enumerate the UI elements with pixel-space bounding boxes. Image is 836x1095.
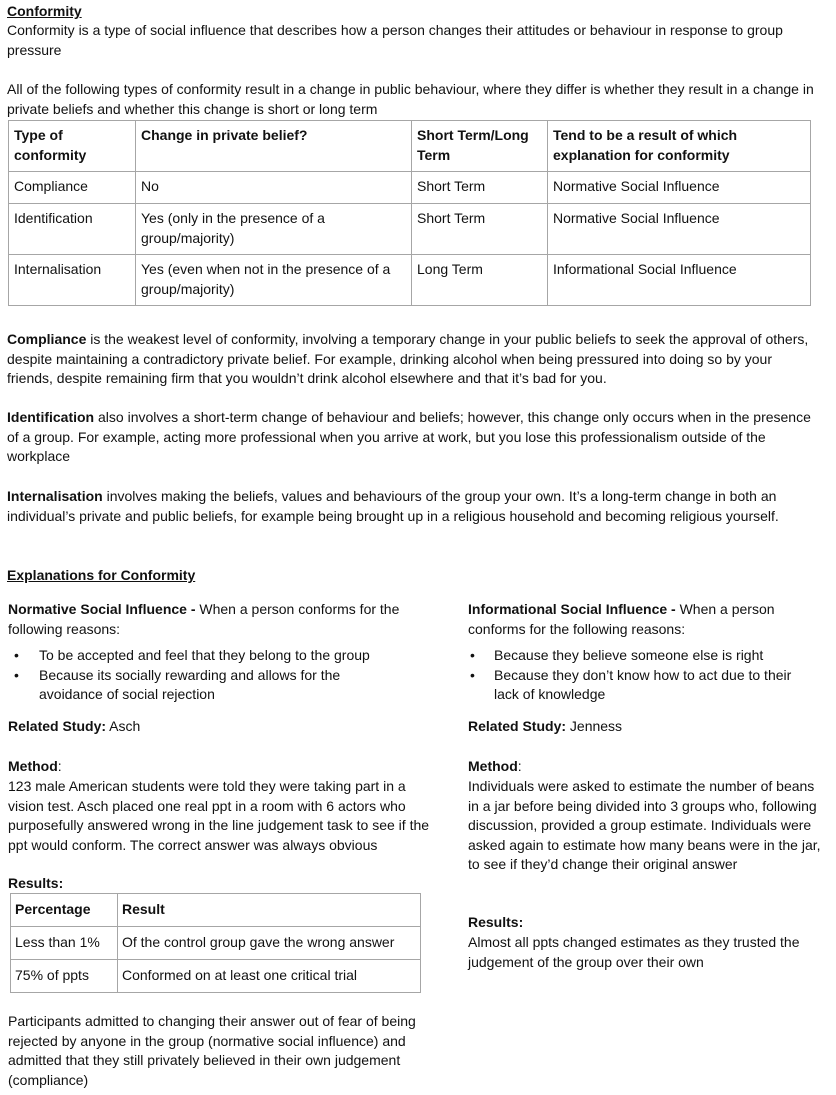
header-cell: Short Term/Long Term xyxy=(412,121,548,172)
table-cell: Informational Social Influence xyxy=(548,255,811,306)
normative-method-heading xyxy=(8,757,62,777)
table-header-row xyxy=(9,121,811,172)
normative-intro xyxy=(8,600,433,639)
bullet-icon: • xyxy=(14,666,19,683)
table-cell: Normative Social Influence xyxy=(548,172,811,204)
term-label: Informational Social Influence - xyxy=(468,601,676,617)
table-cell: Of the control group gave the wrong answer xyxy=(118,927,421,960)
informational-results-text: Almost all ppts changed estimates as they trusted the judgement of the group over their own xyxy=(468,934,800,970)
table-cell: 75% of ppts xyxy=(11,960,118,993)
header-cell: Type of conformity xyxy=(9,121,136,172)
table-cell: Conformed on at least one critical trial xyxy=(118,960,421,993)
table-row xyxy=(11,960,421,993)
table-cell: Compliance xyxy=(9,172,136,204)
related-study xyxy=(8,717,433,737)
informational-results-label: Results: xyxy=(468,914,524,930)
reason-text: To be accepted and feel that they belong to the group xyxy=(39,647,370,663)
list-item xyxy=(8,666,379,705)
table-cell: Normative Social Influence xyxy=(548,204,811,255)
internalisation-description xyxy=(7,487,817,526)
description-text: is the weakest level of conformity, involving a temporary change in your public beliefs to seek the approval of others, despite maintaining a contradictory private belief. For example, drinking alcohol when being pressured into doing so by your friends, despite remaining firm that you wouldn’t drink alcohol elsewhere and that it’s bad for you. xyxy=(7,331,809,386)
study-label: Related Study: xyxy=(8,717,107,734)
conformity-types-table xyxy=(8,120,811,306)
table-row xyxy=(9,255,811,306)
intro-text: When a person conforms for the following reasons: xyxy=(8,601,400,637)
term-label: Internalisation xyxy=(7,488,103,504)
bullet-icon: • xyxy=(470,666,475,683)
table-cell: Yes (only in the presence of a group/majority) xyxy=(136,204,412,255)
informational-column xyxy=(468,600,828,736)
method-colon: : xyxy=(57,758,62,774)
informational-method-heading xyxy=(468,757,522,777)
study-name: Asch xyxy=(106,717,141,734)
table-cell: Identification xyxy=(9,204,136,255)
header-cell: Tend to be a result of which explanation for conformity xyxy=(548,121,811,172)
method-label: Method xyxy=(8,758,58,774)
method-label: Method xyxy=(468,758,518,774)
reason-text: Because they don’t know how to act due to their lack of knowledge xyxy=(494,666,792,702)
list-item xyxy=(8,646,433,666)
normative-results-label: Results: xyxy=(8,875,64,891)
header-cell: Result xyxy=(118,894,421,927)
table-cell: Short Term xyxy=(412,204,548,255)
description-text: involves making the beliefs, values and behaviours of the group your own. It’s a long-term change in both an individual’s private and public beliefs, for example being brought up in a religious household and becoming religious yourself. xyxy=(7,488,779,524)
reasons-list xyxy=(468,646,828,705)
intro-text: When a person conforms for the following reasons: xyxy=(468,601,775,637)
table-row xyxy=(9,204,811,255)
bullet-icon: • xyxy=(14,647,19,663)
table-cell: Short Term xyxy=(412,172,548,204)
asch-results-table xyxy=(10,893,421,993)
page-title: Conformity xyxy=(7,3,82,19)
table-cell: No xyxy=(136,172,412,204)
header-cell: Change in private belief? xyxy=(136,121,412,172)
table-cell: Less than 1% xyxy=(11,927,118,960)
informational-method-text: Individuals were asked to estimate the number of beans in a jar before being divided into 3 groups who, following discussion, provided a group estimate. Individuals were asked again to estimate how many beans were in the jar, to see if they’d change their original answer xyxy=(468,778,821,872)
bullet-icon: • xyxy=(470,647,475,663)
normative-method-text: 123 male American students were told they were taking part in a vision test. Asch placed one real ppt in a room with 6 actors who purposefully answered wrong in the line judgement task to see if the ppt would conform. The correct answer was always obvious xyxy=(8,778,430,853)
intro-text: All of the following types of conformity result in a change in public behaviour, where they differ is whether they result in a change in private beliefs and whether this change is short or long term xyxy=(7,81,814,117)
table-cell: Long Term xyxy=(412,255,548,306)
informational-intro xyxy=(468,600,828,639)
section-title: Explanations for Conformity xyxy=(7,567,196,583)
reasons-list xyxy=(8,646,433,705)
term-label: Compliance xyxy=(7,331,87,347)
study-label: Related Study: xyxy=(468,717,567,734)
table-cell: Internalisation xyxy=(9,255,136,306)
identification-description xyxy=(7,408,817,467)
table-row xyxy=(9,172,811,204)
normative-column xyxy=(8,600,433,736)
table-row xyxy=(11,927,421,960)
method-colon: : xyxy=(517,758,522,774)
related-study xyxy=(468,717,828,737)
table-header-row xyxy=(11,894,421,927)
reason-text: Because they believe someone else is right xyxy=(494,647,764,663)
normative-conclusion: Participants admitted to changing their answer out of fear of being rejected by anyone in the group (normative social influence) and admitted that they still privately believed in their own judgement (compliance) xyxy=(8,1013,416,1088)
reason-text: Because its socially rewarding and allows for the avoidance of social rejection xyxy=(39,666,341,702)
compliance-description xyxy=(7,330,817,389)
description-text: also involves a short-term change of behaviour and beliefs; however, this change only occurs when in the presence of a group. For example, acting more professional when you arrive at work, but you lose this professionalism outside of the workplace xyxy=(7,409,811,464)
list-item xyxy=(468,666,794,705)
list-item xyxy=(468,646,828,666)
study-name: Jenness xyxy=(566,717,623,734)
header-cell: Percentage xyxy=(11,894,118,927)
definition-text: Conformity is a type of social influence that describes how a person changes their attitudes or behaviour in response to group pressure xyxy=(7,22,783,58)
term-label: Identification xyxy=(7,409,95,425)
table-cell: Yes (even when not in the presence of a group/majority) xyxy=(136,255,412,306)
term-label: Normative Social Influence - xyxy=(8,601,196,617)
